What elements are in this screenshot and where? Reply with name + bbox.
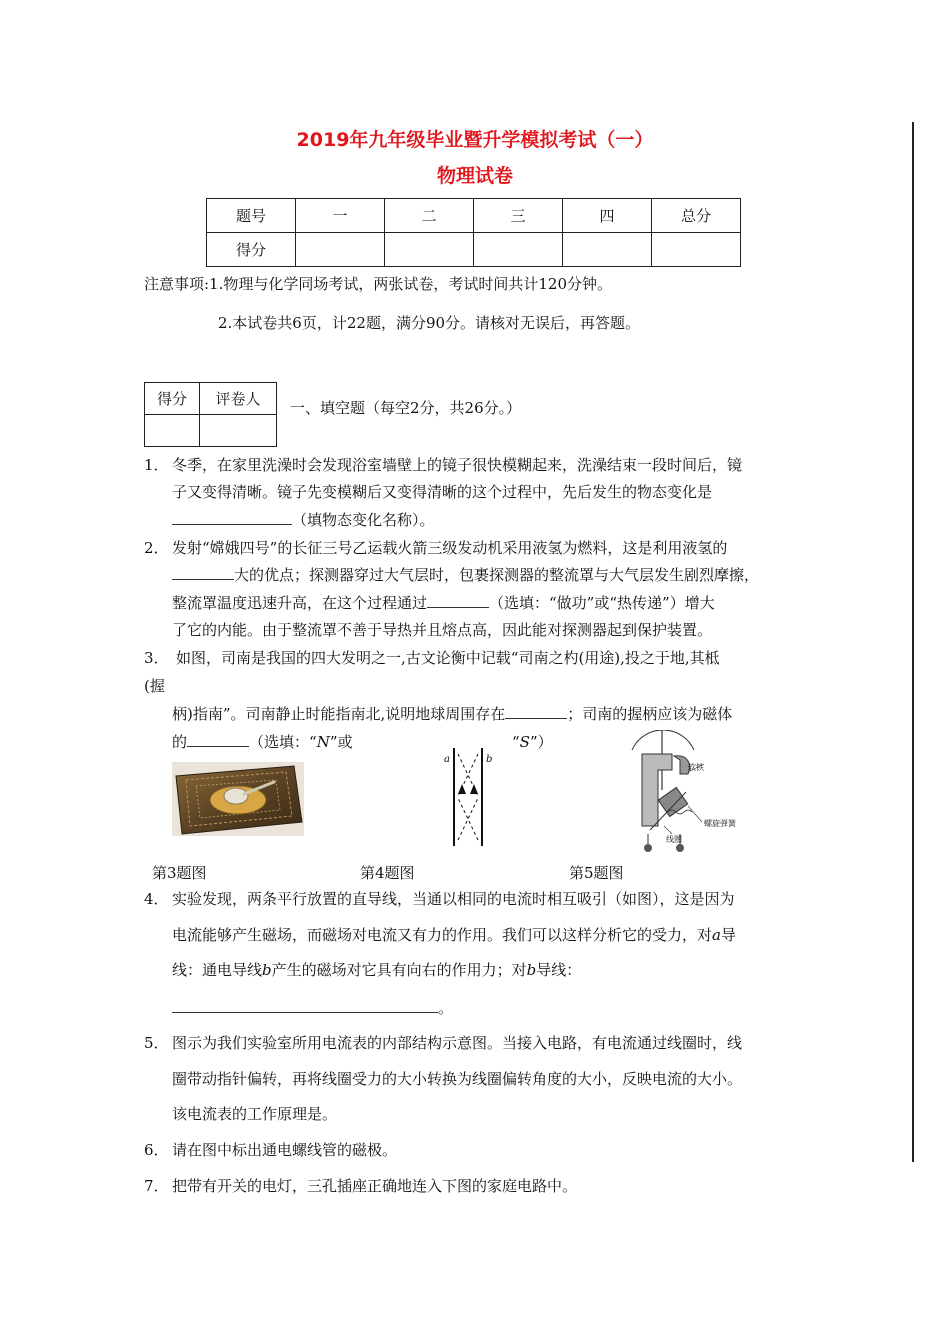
option-n: N [316,733,330,751]
q1-line-2: 子又变得清晰。镜子先变模糊后又变得清晰的这个过程中，先后发生的物态变化是 [172,483,713,501]
q3-line-3-text: 的 [172,733,188,751]
score-cell: 题号 [207,199,296,233]
section-heading: 一、填空题（每空2分，共26分。） [290,399,522,417]
score-cell: 二 [385,199,474,233]
score-cell: 四 [563,199,652,233]
score-table-score-row [207,233,741,267]
q1-line-3-text: （填物态变化名称）。 [292,511,435,529]
q3-line-3 [172,731,352,752]
answer-blank[interactable] [172,565,234,580]
q2-line-2 [172,564,759,585]
score-cell: 三 [474,199,563,233]
q2-line-4: 了它的内能。由于整流罩不善于导热并且熔点高，因此能对探测器起到保护装置。 [172,621,713,639]
score-cell: 得分 [207,233,296,267]
q2-line-3-text: 整流罩温度迅速升高，在这个过程通过 [172,594,428,612]
q4-line-2-text-b: 导 [720,926,736,944]
q7-line-1: 把带有开关的电灯，三孔插座正确地连入下图的家庭电路中。 [172,1177,578,1195]
q3-line-3-tail [512,731,553,752]
answer-blank[interactable] [427,593,489,608]
q3-line-2-text: 柄)指南”。司南静止时能指南北,说明地球周围存在 [172,705,506,723]
q2-line-2-text: 大的优点；探测器穿过大气层时，包裹探测器的整流罩与大气层发生剧烈摩擦， [234,566,760,584]
grader-score-label: 得分 [145,383,200,415]
sinan-compass-image [172,762,304,836]
grader-table [144,382,277,447]
answer-blank[interactable] [505,704,567,719]
score-blank-cell[interactable] [385,233,474,267]
question-number: 4． [144,890,169,908]
notes-line-2: 2.本试卷共6页，计22题，满分90分。请核对无误后，再答题。 [218,314,641,332]
score-table [206,198,741,267]
q2-line-1: 发射“嫦娥四号”的长征三号乙运载火箭三级发动机采用液氢为燃料，这是利用液氢的 [172,539,728,557]
margin-rule [912,122,914,1162]
quote-open: “ [512,733,520,751]
q4-line-4-text: 。 [438,999,454,1017]
score-blank-cell[interactable] [652,233,741,267]
exam-title: 2019年九年级毕业暨升学模拟考试（一） [296,129,654,151]
q2-line-3 [172,592,715,613]
exam-subtitle: 物理试卷 [436,165,513,187]
q1-line-1: 冬季，在家里洗澡时会发现浴室墙壁上的镜子很快模糊起来，洗澡结束一段时间后，镜 [172,456,743,474]
q3-line-1b: (握 [144,677,165,695]
q4-line-3-text-c: 导线： [536,961,582,979]
question-number: 7． [144,1177,169,1195]
q3-line-3-text-d: ”） [529,733,553,751]
q4-line-2 [172,924,736,945]
fig5-label-soft-iron: 软铁 [688,763,704,772]
figure-4-caption: 第4题图 [360,864,415,882]
wire-a-label: a [444,754,450,765]
answer-blank[interactable] [172,510,292,525]
q5-line-2: 圈带动指针偏转，再将线圈受力的大小转换为线圈偏转角度的大小，反映电流的大小。 [172,1070,743,1088]
fig5-label-coil: 线圈 [666,835,682,844]
option-s: S [519,733,530,751]
figure-3-caption: 第3题图 [152,864,207,882]
q3-line-3-text-b: （选填：“ [249,733,317,751]
grader-name-cell[interactable] [200,415,277,447]
question-number: 3． [144,649,169,667]
var-b: b [262,961,272,979]
q5-line-3: 该电流表的工作原理是。 [172,1105,338,1123]
q4-line-3 [172,959,581,980]
q4-line-1: 实验发现，两条平行放置的直导线，当通以相同的电流时相互吸引（如图），这是因为 [172,890,735,908]
q3-line-3-text-c: ”或 [329,733,353,751]
score-table-header-row [207,199,741,233]
answer-blank[interactable] [187,732,249,747]
score-cell: 总分 [652,199,741,233]
q4-line-3-text-b: 产生的磁场对它具有向右的作用力；对 [271,961,527,979]
notes-line-1: 注意事项:1.物理与化学同场考试，两张试卷，考试时间共计120分钟。 [144,275,612,293]
question-number: 2． [144,539,169,557]
q4-line-4 [172,997,453,1018]
score-cell: 一 [296,199,385,233]
q2-line-3-text-b: （选填：“做功”或“热传递”）增大 [489,594,715,612]
grader-name-label: 评卷人 [200,383,277,415]
q6-line-1: 请在图中标出通电螺线管的磁极。 [172,1141,398,1159]
q3-line-1: 如图，司南是我国的四大发明之一,古文论衡中记载“司南之杓(用途),投之于地,其柢 [176,649,720,667]
wire-b-label: b [486,754,493,765]
q3-line-2 [172,703,732,724]
question-number: 5． [144,1034,169,1052]
figure-5-caption: 第5题图 [569,864,624,882]
answer-blank[interactable] [172,998,438,1013]
grader-score-cell[interactable] [145,415,200,447]
q4-line-3-text: 线：通电导线 [172,961,263,979]
question-number: 6． [144,1141,169,1159]
var-a: a [712,926,721,944]
score-blank-cell[interactable] [563,233,652,267]
q4-line-2-text: 电流能够产生磁场，而磁场对电流又有力的作用。我们可以这样分析它的受力，对 [172,926,713,944]
fig5-label-spring: 螺旋弹簧 [704,819,736,828]
score-blank-cell[interactable] [474,233,563,267]
q3-line-2-text-b: ；司南的握柄应该为磁体 [567,705,733,723]
question-number: 1． [144,456,169,474]
q1-line-3 [172,509,435,530]
score-blank-cell[interactable] [296,233,385,267]
var-b: b [526,961,537,979]
q5-line-1: 图示为我们实验室所用电流表的内部结构示意图。当接入电路，有电流通过线圈时，线 [172,1034,743,1052]
